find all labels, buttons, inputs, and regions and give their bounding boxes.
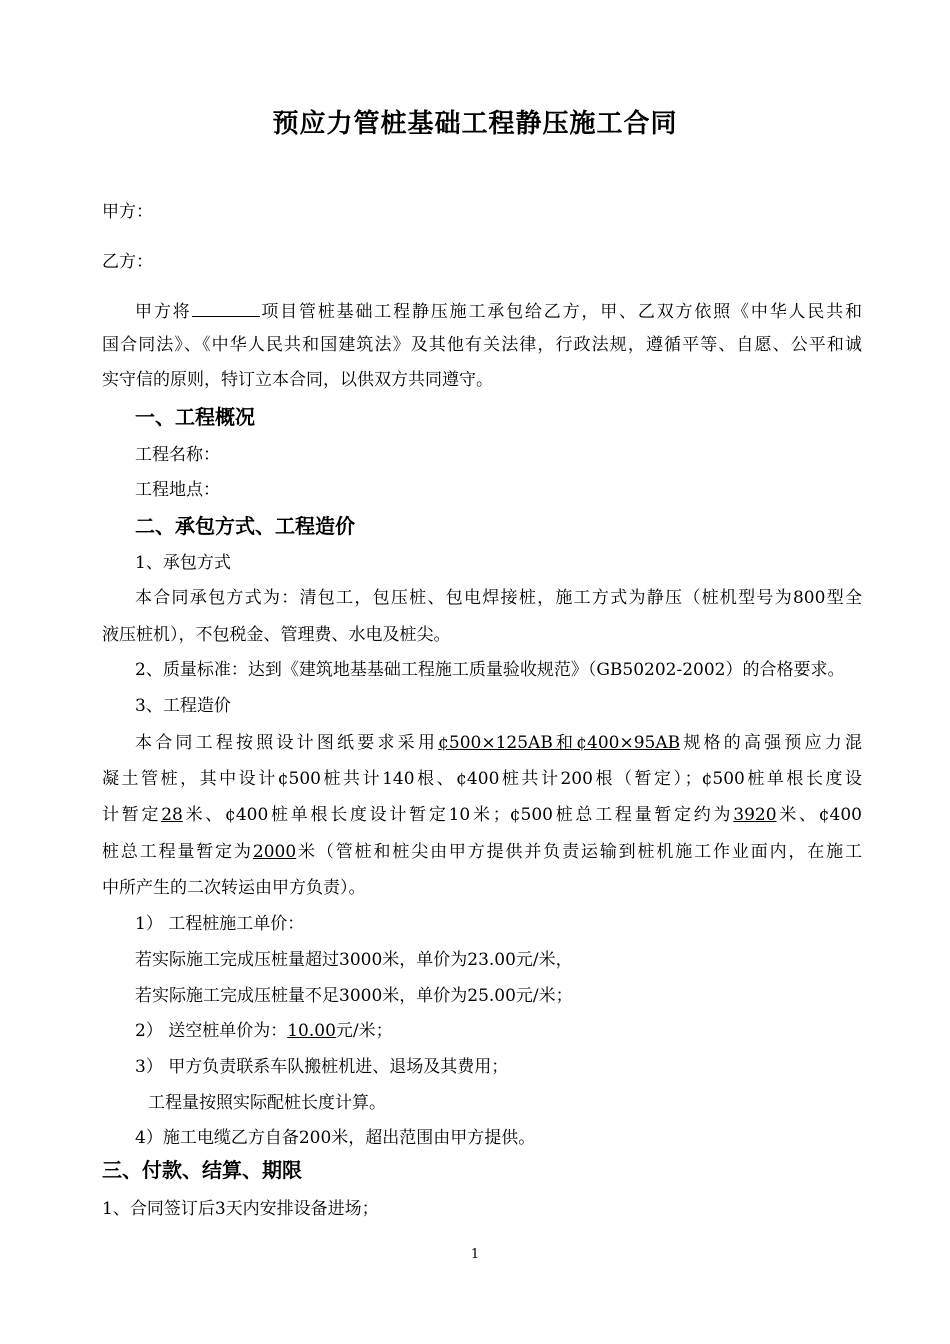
party-b-label: 乙方： bbox=[102, 252, 153, 272]
contract-mode-line-2: 液压桩机），不包税金、管理费、水电及桩尖。 bbox=[102, 625, 451, 645]
price-item-1a: 若实际施工完成压桩量超过3000米，单价为23.00元/米， bbox=[135, 950, 573, 970]
cost-line-1: 本合同工程按照设计图纸要求采用¢500×125AB和¢400×95AB规格的高强预应力混 bbox=[135, 733, 862, 753]
quality-standard: 2、质量标准：达到《建筑地基基础工程施工质量验收规范》（GB50202-2002）的合格要求。 bbox=[135, 660, 845, 680]
contract-mode-line-1: 本合同承包方式为：清包工，包压桩、包电焊接桩，施工方式为静压（桩机型号为800型全 bbox=[135, 588, 862, 608]
payment-item-1: 1、合同签订后3天内安排设备进场； bbox=[102, 1199, 379, 1219]
total-500-underlined: 3920 bbox=[733, 805, 777, 825]
contract-mode-subheading: 1、承包方式 bbox=[135, 553, 231, 573]
section-2-heading: 二、承包方式、工程造价 bbox=[135, 514, 355, 538]
total-400-underlined: 2000 bbox=[252, 842, 297, 862]
price-item-1: 1） 工程桩施工单价： bbox=[135, 914, 305, 934]
project-name-label: 工程名称： bbox=[135, 445, 220, 465]
empty-pile-price-underlined: 10.00 bbox=[287, 1021, 336, 1041]
cost-subheading: 3、工程造价 bbox=[135, 696, 231, 716]
intro-line-1: 甲方将 项目管桩基础工程静压施工承包给乙方，甲、乙双方依照《中华人民共和 bbox=[135, 298, 862, 324]
intro-line-2: 国合同法》、《中华人民共和国建筑法》及其他有关法律，行政法规，遵循平等、自愿、公平和诚 bbox=[102, 335, 862, 355]
price-item-1b: 若实际施工完成压桩量不足3000米，单价为25.00元/米； bbox=[135, 986, 573, 1006]
intro-line-3: 实守信的原则，特订立本合同，以供双方共同遵守。 bbox=[102, 370, 493, 390]
price-item-3: 3） 甲方负责联系车队搬桩机进、退场及其费用； bbox=[135, 1057, 509, 1077]
party-a-label: 甲方： bbox=[102, 202, 153, 222]
project-name-blank bbox=[192, 298, 260, 317]
cost-line-5: 中所产生的二次转运由甲方负责）。 bbox=[102, 878, 366, 898]
price-item-3-note: 工程量按照实际配桩长度计算。 bbox=[148, 1093, 386, 1113]
pile-spec-underlined: ¢500×125AB和¢400×95AB bbox=[438, 733, 681, 753]
price-item-2: 2） 送空桩单价为：10.00元/米； bbox=[135, 1021, 393, 1041]
page-number: 1 bbox=[470, 1247, 480, 1262]
section-1-heading: 一、工程概况 bbox=[135, 405, 255, 429]
cost-line-3: 计暂定28米、¢400桩单根长度设计暂定10米；¢500桩总工程量暂定约为3920米、¢400 bbox=[102, 805, 863, 825]
pile-length-underlined: 28 bbox=[161, 805, 183, 825]
cost-line-2: 凝土管桩，其中设计¢500桩共计140根、¢400桩共计200根（暂定）；¢500桩单根长度设 bbox=[102, 769, 862, 789]
cost-line-4: 桩总工程量暂定为2000米（管桩和桩尖由甲方提供并负责运输到桩机施工作业面内，在施工 bbox=[102, 842, 863, 862]
section-3-heading: 三、付款、结算、期限 bbox=[102, 1158, 302, 1182]
price-item-4: 4）施工电缆乙方自备200米，超出范围由甲方提供。 bbox=[135, 1128, 536, 1148]
document-title: 预应力管桩基础工程静压施工合同 bbox=[272, 109, 678, 139]
project-location-label: 工程地点： bbox=[135, 480, 220, 500]
